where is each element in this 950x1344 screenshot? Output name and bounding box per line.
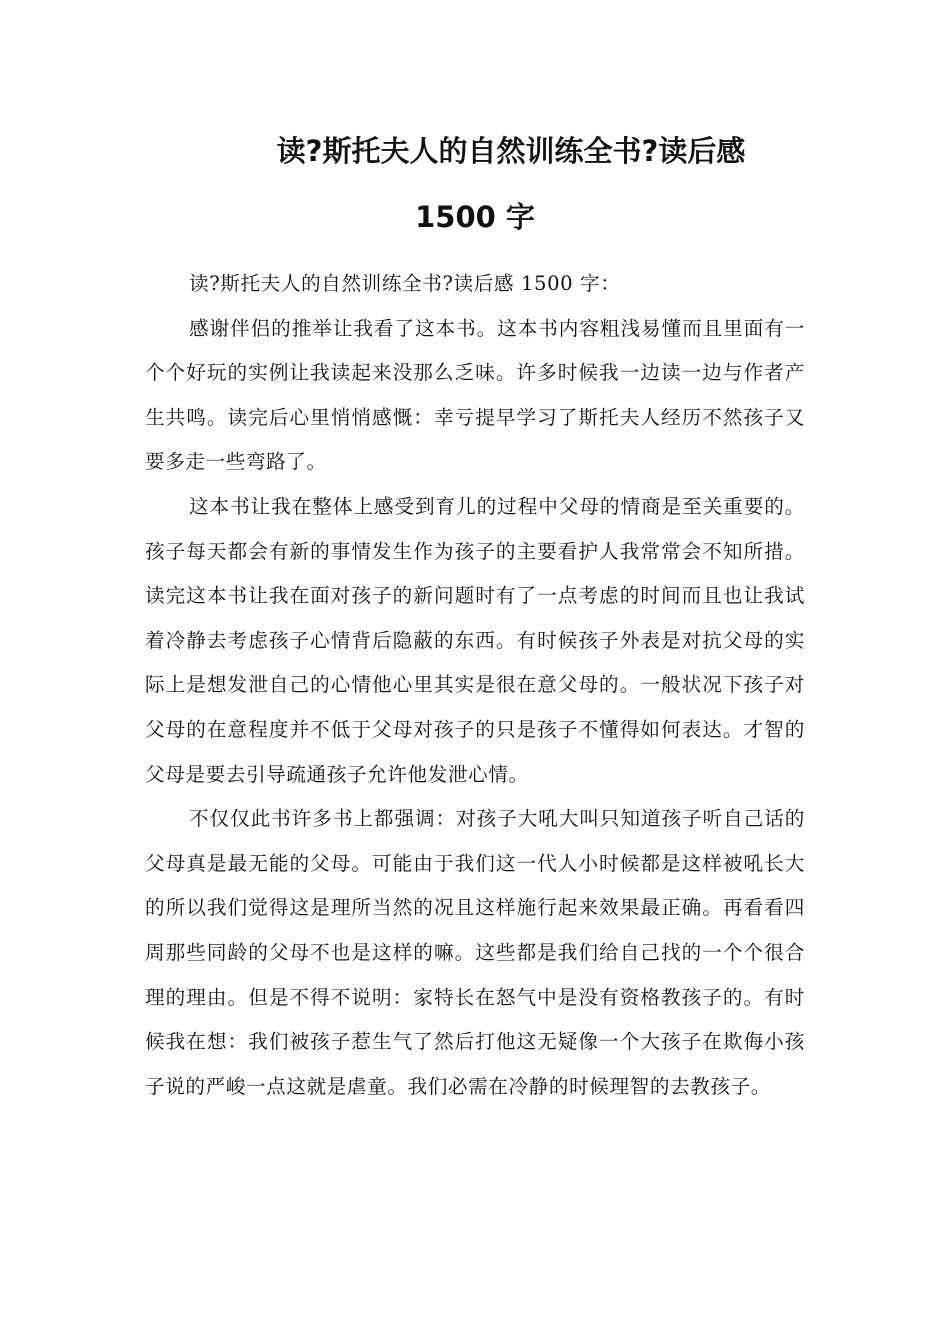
body-paragraph-3: 不仅仅此书许多书上都强调：对孩子大吼大叫只知道孩子听自己话的父母真是最无能的父母。可能由于我们这一代人小时候都是这样被吼长大的所以我们觉得这是理所当然的况且这样施行起来效果最正确。再看看四周那些同龄的父母不也是这样的嘛。这些都是我们给自己找的一个个很合理的理由。但是不得不说明：家特长在怒气中是没有资格教孩子的。有时候我在想：我们被孩子惹生气了然后打他这无疑像一个大孩子在欺侮小孩子说的严峻一点这就是虐童。我们必需在冷静的时候理智的去教孩子。 — [145, 807, 805, 1098]
body-paragraph-1: 感谢伴侣的推举让我看了这本书。这本书内容粗浅易懂而且里面有一个个好玩的实例让我读起来没那么乏味。许多时候我一边读一边与作者产生共鸣。读完后心里悄悄感慨：幸亏提早学习了斯托夫人经历不然孩子又要多走一些弯路了。 — [145, 316, 805, 474]
body-paragraph-2: 这本书让我在整体上感受到育儿的过程中父母的情商是至关重要的。孩子每天都会有新的事情发生作为孩子的主要看护人我常常会不知所措。读完这本书让我在面对孩子的新问题时有了一点考虑的时间而且也让我试着冷静去考虑孩子心情背后隐蔽的东西。有时候孩子外表是对抗父母的实际上是想发泄自己的心情他心里其实是很在意父母的。一般状况下孩子对父母的在意程度并不低于父母对孩子的只是孩子不懂得如何表达。才智的父母是要去引导疏通孩子允许他发泄心情。 — [145, 494, 805, 786]
title-line-1: 读?斯托夫人的自然训练全书?读后感 — [276, 134, 746, 168]
document-body — [145, 262, 805, 1109]
title-line-2: 1500 字 — [415, 200, 535, 234]
intro-paragraph: 读?斯托夫人的自然训练全书?读后感 1500 字： — [189, 272, 621, 295]
document-title — [145, 118, 805, 250]
